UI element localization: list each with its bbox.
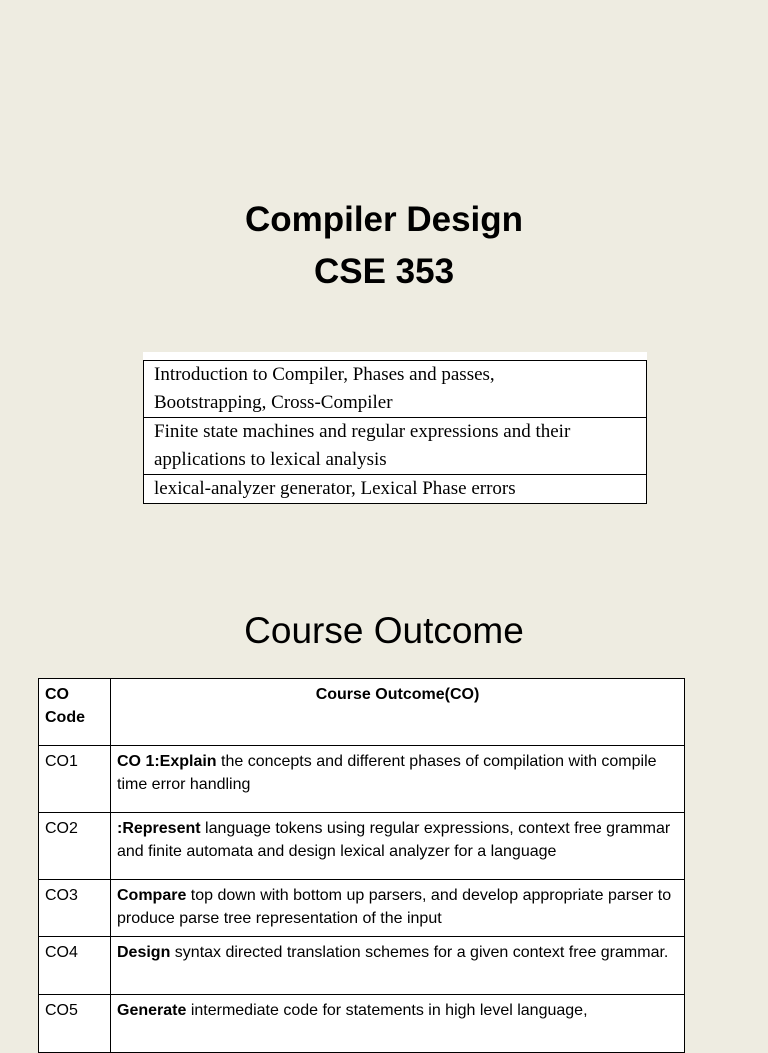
topics-table <box>143 352 647 504</box>
topic-line: Introduction to Compiler, Phases and passes, <box>154 364 495 385</box>
co-code: CO1 <box>39 746 111 813</box>
topic-line: applications to lexical analysis <box>154 449 387 470</box>
topics-cell <box>144 361 647 418</box>
course-outcome-table <box>38 678 685 1053</box>
topics-cell <box>144 418 647 475</box>
course-outcome-heading: Course Outcome <box>244 610 524 651</box>
co-text: language tokens using regular expressions, context free grammar and finite automata and design lexical analyzer for a language <box>117 820 671 860</box>
co-lead: Generate <box>117 1002 187 1019</box>
co-header-row <box>39 679 685 746</box>
topics-cell <box>144 475 647 504</box>
topics-row <box>144 361 647 418</box>
co-row <box>39 937 685 995</box>
topic-line: Finite state machines and regular expressions and their <box>154 421 571 442</box>
co-text: intermediate code for statements in high level language, <box>186 1002 588 1019</box>
co-description <box>111 880 685 937</box>
co-row <box>39 746 685 813</box>
co-row <box>39 813 685 880</box>
co-row <box>39 880 685 937</box>
co-lead: :Represent <box>117 820 201 837</box>
title-course-code: CSE 353 <box>313 252 455 291</box>
title-course-name: Compiler Design <box>244 200 524 239</box>
topics-row <box>144 418 647 475</box>
co-code-header: CO Code <box>39 679 111 746</box>
co-description <box>111 813 685 880</box>
topics-row <box>144 475 647 504</box>
co-code: CO5 <box>39 995 111 1053</box>
co-description <box>111 937 685 995</box>
co-outcome-header: Course Outcome(CO) <box>111 679 685 746</box>
topic-line: lexical-analyzer generator, Lexical Phase errors <box>154 478 516 499</box>
co-code: CO2 <box>39 813 111 880</box>
slide-title <box>0 194 768 298</box>
co-lead: Design <box>117 944 171 961</box>
topic-line: Bootstrapping, Cross-Compiler <box>154 392 393 413</box>
co-code: CO3 <box>39 880 111 937</box>
co-lead: Compare <box>117 887 187 904</box>
topics-table-top-strip <box>144 352 647 361</box>
co-code: CO4 <box>39 937 111 995</box>
co-text: syntax directed translation schemes for a given context free grammar. <box>170 944 669 961</box>
co-lead: CO 1:Explain <box>117 753 217 770</box>
co-text: top down with bottom up parsers, and develop appropriate parser to produce parse tree representation of the input <box>117 887 672 927</box>
co-text: the concepts and different phases of compilation with compile time error handling <box>117 753 657 793</box>
co-description <box>111 746 685 813</box>
